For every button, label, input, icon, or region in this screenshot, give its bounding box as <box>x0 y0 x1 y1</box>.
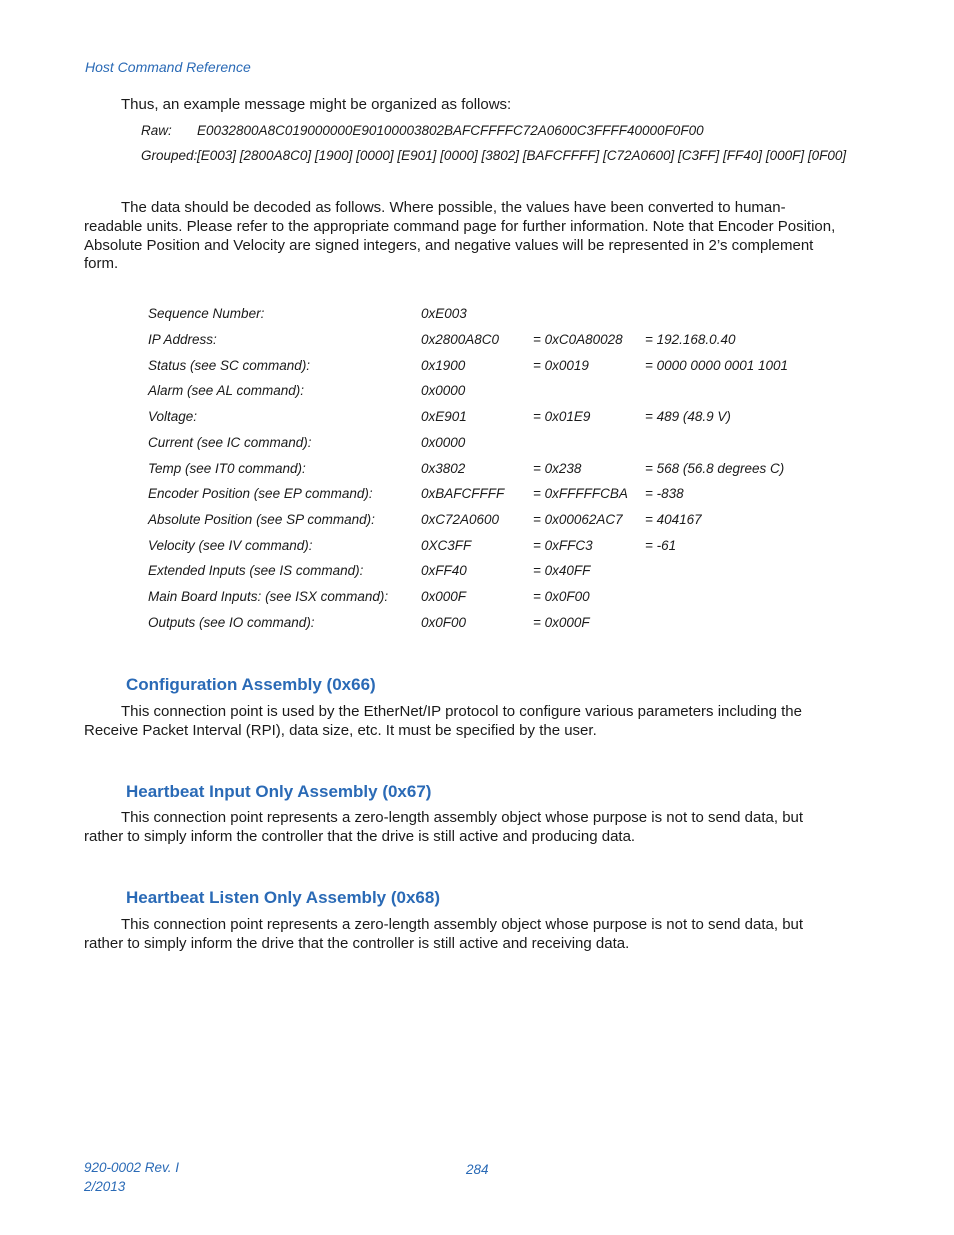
swapped-value: = 0xC0A80028 <box>533 332 623 347</box>
field-label: Temp (see IT0 command): <box>148 461 306 476</box>
grouped-value: [E003] [2800A8C0] [1900] [0000] [E901] [0000] [3802] [BAFCFFFF] [C72A0600] [C3FF] [FF40] [000F] [0F00] <box>197 148 847 163</box>
raw-value: 0x0000 <box>421 383 466 398</box>
decoded-value: = 0000 0000 0001 1001 <box>645 358 789 373</box>
swapped-value: = 0xFFC3 <box>533 538 593 553</box>
section-paragraph <box>84 916 884 954</box>
running-header: Host Command Reference <box>85 59 251 75</box>
field-label: Absolute Position (see SP command): <box>148 512 375 527</box>
field-label: Outputs (see IO command): <box>148 615 315 630</box>
raw-value: 0x3802 <box>421 461 466 476</box>
swapped-value: = 0x40FF <box>533 563 591 578</box>
decode-paragraph <box>84 199 884 274</box>
paragraph-line: readable units. Please refer to the appropriate command page for further information. Note that Encoder Position, <box>84 217 836 235</box>
field-label: Velocity (see IV command): <box>148 538 313 553</box>
swapped-value: = 0xFFFFFCBA <box>533 486 628 501</box>
decoded-value: = -838 <box>645 486 684 501</box>
intro-text: Thus, an example message might be organized as follows: <box>121 96 512 113</box>
swapped-value: = 0x0019 <box>533 358 589 373</box>
field-label: IP Address: <box>148 332 217 347</box>
doc-number: 920-0002 Rev. I <box>84 1160 180 1175</box>
raw-value: 0x1900 <box>421 358 466 373</box>
raw-value: 0xE003 <box>421 306 467 321</box>
section-paragraph <box>84 703 884 741</box>
swapped-value: = 0x000F <box>533 615 590 630</box>
field-label: Status (see SC command): <box>148 358 311 373</box>
paragraph-line: The data should be decoded as follows. Where possible, the values have been converted to human- <box>121 199 786 216</box>
section-paragraph <box>84 809 884 847</box>
decoded-value: = 404167 <box>645 512 702 527</box>
raw-value: 0xBAFCFFFF <box>421 486 505 501</box>
raw-label: Raw: <box>141 123 172 138</box>
doc-date: 2/2013 <box>84 1179 126 1194</box>
paragraph-line: This connection point represents a zero-length assembly object whose purpose is not to send data, but <box>121 916 804 933</box>
raw-value: 0x0000 <box>421 435 466 450</box>
section-heading: Configuration Assembly (0x66) <box>126 675 376 694</box>
raw-value: 0xFF40 <box>421 563 467 578</box>
field-label: Main Board Inputs: (see ISX command): <box>148 589 389 604</box>
decoded-value: = 192.168.0.40 <box>645 332 736 347</box>
raw-value: 0xE901 <box>421 409 467 424</box>
swapped-value: = 0x00062AC7 <box>533 512 623 527</box>
raw-value: 0x0F00 <box>421 615 467 630</box>
field-label: Extended Inputs (see IS command): <box>148 563 364 578</box>
grouped-label: Grouped: <box>141 148 198 163</box>
field-label: Encoder Position (see EP command): <box>148 486 373 501</box>
decoded-value: = 489 (48.9 V) <box>645 409 731 424</box>
paragraph-line: form. <box>84 255 119 273</box>
field-label: Sequence Number: <box>148 306 265 321</box>
field-label: Voltage: <box>148 409 198 424</box>
paragraph-line: rather to simply inform the drive that the controller is still active and receiving data. <box>84 934 630 952</box>
field-label: Alarm (see AL command): <box>148 383 305 398</box>
field-label: Current (see IC command): <box>148 435 312 450</box>
raw-value: 0XC3FF <box>421 538 472 553</box>
raw-value: 0x000F <box>421 589 467 604</box>
decoded-value: = -61 <box>645 538 677 553</box>
paragraph-line: This connection point is used by the EtherNet/IP protocol to configure various parameters including the <box>121 703 802 720</box>
raw-value: 0xC72A0600 <box>421 512 500 527</box>
paragraph-line: rather to simply inform the controller that the drive is still active and producing data. <box>84 827 636 845</box>
decoded-value: = 568 (56.8 degrees C) <box>645 461 785 476</box>
swapped-value: = 0x01E9 <box>533 409 591 424</box>
swapped-value: = 0x0F00 <box>533 589 590 604</box>
swapped-value: = 0x238 <box>533 461 582 476</box>
paragraph-line: Receive Packet Interval (RPI), data size, etc. It must be specified by the user. <box>84 721 597 739</box>
paragraph-line: Absolute Position and Velocity are signed integers, and negative values will be represented in 2’s complement <box>84 236 814 254</box>
raw-value: 0x2800A8C0 <box>421 332 500 347</box>
page-number: 284 <box>466 1162 489 1177</box>
raw-value: E0032800A8C019000000E90100003802BAFCFFFFC72A0600C3FFFF40000F0F00 <box>197 123 704 138</box>
section-heading: Heartbeat Input Only Assembly (0x67) <box>126 782 432 801</box>
paragraph-line: This connection point represents a zero-length assembly object whose purpose is not to send data, but <box>121 809 804 826</box>
section-heading: Heartbeat Listen Only Assembly (0x68) <box>126 888 440 907</box>
